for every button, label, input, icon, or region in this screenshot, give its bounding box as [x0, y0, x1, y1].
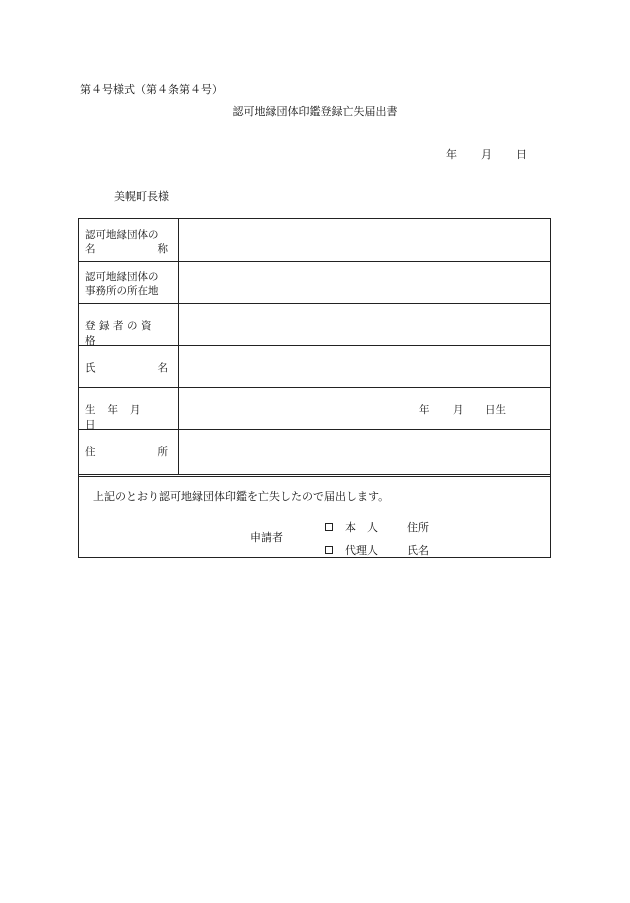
- row-organization-name: [79, 219, 550, 262]
- checkbox-self[interactable]: [325, 523, 333, 531]
- label-name: [79, 345, 179, 387]
- applicant-label: 申請者: [250, 531, 283, 544]
- label-line: 生年月日: [85, 404, 153, 431]
- row-date-of-birth: [79, 387, 550, 430]
- field-office-address[interactable]: [179, 261, 550, 303]
- field-date-of-birth[interactable]: [179, 387, 550, 429]
- row-registrant-qualification: [79, 303, 550, 346]
- label-line: 事務所の所在地: [85, 285, 159, 297]
- option-self-label: 本 人: [345, 521, 378, 534]
- field-registrant-qualification[interactable]: [179, 303, 550, 345]
- form-number: 第４号様式（第４条第４号）: [80, 83, 223, 96]
- label-organization-name: [79, 219, 179, 261]
- form-table: [78, 218, 551, 558]
- applicant-name-label: 氏名: [407, 544, 429, 557]
- label-date-of-birth: [79, 387, 179, 429]
- field-organization-name[interactable]: [179, 219, 550, 261]
- row-name: [79, 345, 550, 388]
- label-line: 認可地縁団体の: [85, 229, 159, 241]
- label-line: 認可地縁団体の: [85, 271, 159, 283]
- label-office-address: [79, 261, 179, 303]
- document-title: 認可地縁団体印鑑登録亡失届出書: [232, 105, 398, 118]
- field-address[interactable]: [179, 429, 550, 474]
- date-month-label: 月: [481, 148, 492, 161]
- dob-month-label: 月: [453, 404, 464, 416]
- dob-labels: [419, 402, 506, 417]
- label-char: 称: [157, 243, 168, 255]
- option-agent[interactable]: [325, 542, 378, 558]
- label-registrant-qualification: [79, 303, 179, 345]
- date-line: [446, 146, 527, 162]
- label-address: [79, 429, 179, 474]
- field-name[interactable]: [179, 345, 550, 387]
- date-day-label: 日: [516, 148, 527, 161]
- label-line: 登録者の資格: [85, 320, 155, 347]
- row-address: [79, 429, 550, 477]
- checkbox-agent[interactable]: [325, 546, 333, 554]
- option-self[interactable]: [325, 519, 378, 535]
- option-agent-label: 代理人: [345, 544, 378, 557]
- label-line: [85, 444, 168, 459]
- recipient: 美幌町長様: [114, 190, 169, 203]
- declaration-statement: 上記のとおり認可地縁団体印鑑を亡失したので届出します。: [93, 490, 390, 503]
- label-char: 氏: [85, 362, 96, 374]
- declaration-section: [79, 474, 550, 557]
- label-char: 名: [85, 243, 96, 255]
- label-line: [85, 360, 168, 375]
- label-char: 所: [157, 446, 168, 458]
- date-year-label: 年: [446, 148, 457, 161]
- row-office-address: [79, 261, 550, 304]
- label-line: [85, 241, 168, 256]
- applicant-address-label: 住所: [407, 521, 429, 534]
- dob-year-label: 年: [419, 404, 430, 416]
- label-char: 住: [85, 446, 96, 458]
- label-char: 名: [157, 362, 168, 374]
- dob-day-label: 日生: [485, 404, 506, 416]
